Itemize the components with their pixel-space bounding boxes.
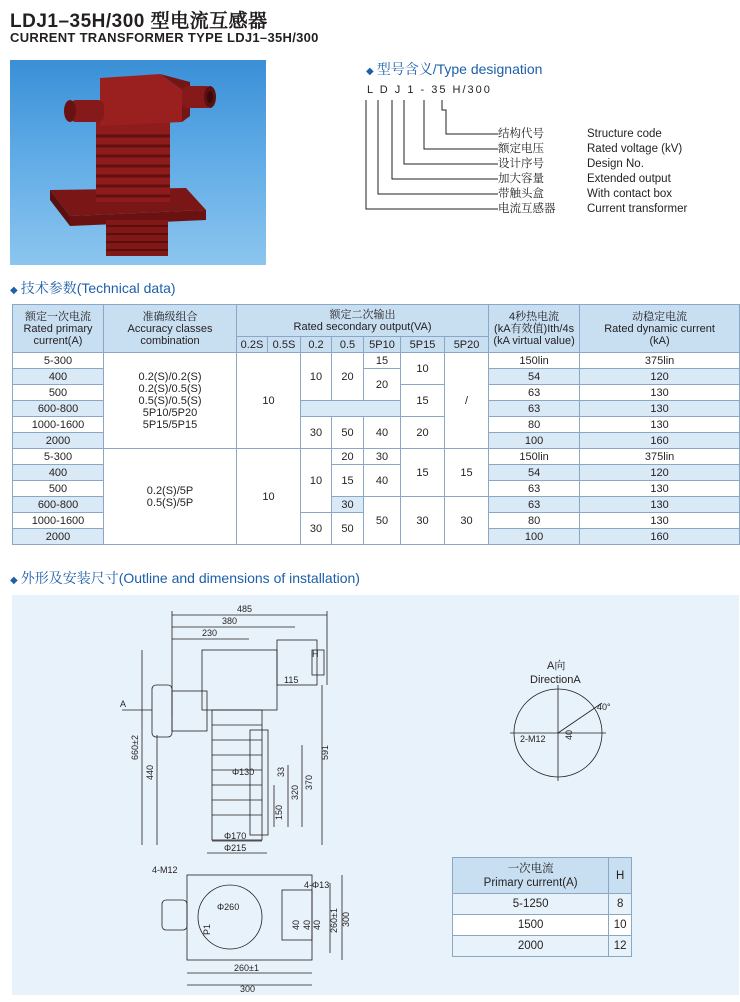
cell-out-05-a-g2: 20 <box>332 449 364 465</box>
h-table-header-zh: 一次电流 <box>507 862 554 875</box>
dim-300v: 300 <box>341 911 351 927</box>
direction-deg: 40° <box>597 702 611 712</box>
designation-zh-6: 电流互感器 <box>498 203 556 215</box>
cell-out-05-d-g2: 50 <box>332 513 364 545</box>
page-title: LDJ1–35H/300 型电流互感器 <box>10 11 268 32</box>
cell-thermal: 63 <box>489 481 580 497</box>
cell-current: 400 <box>13 465 104 481</box>
header-class-05s: 0.5S <box>268 337 301 353</box>
cell-dynamic: 375lin <box>580 353 740 369</box>
cell-current: 400 <box>13 369 104 385</box>
header-primary-zh: 额定一次电流 <box>25 310 91 323</box>
designation-zh-2: 额定电压 <box>498 143 544 155</box>
dim-320: 320 <box>290 784 300 800</box>
cell-out-5p10-a: 15 <box>364 353 401 369</box>
cell-dynamic: 130 <box>580 481 740 497</box>
cell-thermal: 63 <box>489 401 580 417</box>
dim-115: 115 <box>284 675 299 685</box>
h-cell-current: 5-1250 <box>453 894 609 915</box>
diamond-bullet-icon: ◆ <box>10 285 18 296</box>
accuracy-line: 0.2(S)/0.5(S) <box>138 382 202 395</box>
cell-thermal: 150lin <box>489 353 580 369</box>
dim-260v: 260±1 <box>329 908 339 933</box>
cell-current: 500 <box>13 385 104 401</box>
cell-dynamic: 130 <box>580 401 740 417</box>
cell-out-5p20: / <box>445 353 489 449</box>
cell-dynamic: 130 <box>580 513 740 529</box>
header-output-zh: 额定二次输出 <box>329 308 396 321</box>
h-cell-h: 10 <box>609 915 632 936</box>
cell-thermal: 54 <box>489 369 580 385</box>
h-cell-current: 1500 <box>453 915 609 936</box>
header-primary-en2: current(A) <box>33 334 83 347</box>
direction-m12: 2-M12 <box>520 734 546 744</box>
accuracy-line: 5P15/5P15 <box>142 418 198 431</box>
accuracy-line: 0.2(S)/0.2(S) <box>138 370 202 383</box>
cell-current: 1000-1600 <box>13 513 104 529</box>
accuracy-line: 0.5(S)/5P <box>146 496 194 509</box>
header-primary-current <box>13 305 104 353</box>
header-accuracy-en1: Accuracy classes <box>127 322 213 335</box>
cell-current: 2000 <box>13 433 104 449</box>
cell-dynamic: 130 <box>580 385 740 401</box>
cell-out-5p15-a: 10 <box>401 353 445 385</box>
dim-485: 485 <box>237 604 253 614</box>
header-accuracy <box>104 305 237 353</box>
dim-230: 230 <box>202 628 218 638</box>
technical-data-table <box>12 304 740 545</box>
header-primary-en1: Rated primary <box>23 322 93 335</box>
designation-en-3: Design No. <box>587 158 644 170</box>
header-thermal-zh: 4秒热电流 <box>509 310 560 323</box>
designation-en-4: Extended output <box>587 173 671 185</box>
cell-current: 500 <box>13 481 104 497</box>
header-accuracy-en2: combination <box>140 334 200 347</box>
outline-heading-text: 外形及安装尺寸(Outline and dimensions of installation) <box>20 570 360 586</box>
h-cell-h: 8 <box>609 894 632 915</box>
cell-out-05-b-g2: 15 <box>332 465 364 497</box>
cell-current: 600-800 <box>13 497 104 513</box>
dim-440: 440 <box>145 764 155 780</box>
dim-40c: 40 <box>312 919 322 930</box>
cell-out-5p15-b: 15 <box>401 385 445 417</box>
header-thermal-en2: (kA virtual value) <box>493 334 575 347</box>
designation-leader-lines <box>360 98 500 220</box>
header-class-5p10: 5P10 <box>364 337 401 353</box>
h-table-header-en: Primary current(A) <box>483 876 578 889</box>
dim-40b: 40 <box>302 919 312 930</box>
dim-380: 380 <box>222 616 238 626</box>
dim-4phi13: 4-Φ13 <box>304 880 330 890</box>
cell-dynamic: 160 <box>580 529 740 545</box>
dim-370: 370 <box>304 774 314 790</box>
cell-out-5p10-c-g2: 50 <box>364 497 401 545</box>
cell-out-5p10-a-g2: 30 <box>364 449 401 465</box>
transformer-image <box>10 60 266 265</box>
dim-150: 150 <box>274 804 284 820</box>
direction-40: 40 <box>564 729 574 740</box>
cell-accuracy-group2 <box>104 449 237 545</box>
designation-en-1: Structure code <box>587 128 662 140</box>
cell-out-5p15-a-g2: 15 <box>401 449 445 497</box>
designation-code: L D J 1 - 35 H/300 <box>367 84 492 96</box>
table-row <box>453 936 632 957</box>
direction-zh: A向 <box>547 660 566 672</box>
cell-out-5p20-b-g2: 30 <box>445 497 489 545</box>
cell-dynamic: 130 <box>580 417 740 433</box>
table-row <box>453 915 632 936</box>
cell-thermal: 100 <box>489 529 580 545</box>
cell-thermal: 80 <box>489 417 580 433</box>
technical-heading <box>10 278 176 298</box>
header-accuracy-zh: 准确级组合 <box>142 310 198 323</box>
dim-p1: P1 <box>202 923 212 935</box>
header-dynamic-zh: 动稳定电流 <box>632 310 688 323</box>
designation-zh-4: 加大容量 <box>498 173 544 185</box>
designation-en-5: With contact box <box>587 188 673 200</box>
dim-260h: 260±1 <box>234 963 259 973</box>
cell-out-5p15-c: 20 <box>401 417 445 449</box>
header-class-05: 0.5 <box>332 337 364 353</box>
dim-a: A <box>120 699 127 709</box>
h-table-header-h: H <box>609 858 632 894</box>
diamond-bullet-icon: ◆ <box>366 66 374 77</box>
dim-phi130: Φ130 <box>232 767 255 777</box>
h-table <box>452 857 632 957</box>
cell-blank <box>301 401 401 417</box>
cell-dynamic: 160 <box>580 433 740 449</box>
header-class-5p20: 5P20 <box>445 337 489 353</box>
technical-heading-text: 技术参数(Technical data) <box>20 280 176 296</box>
cell-out-02s-05s-g2: 10 <box>237 449 301 545</box>
cell-out-05-c-g2: 30 <box>332 497 364 513</box>
cell-out-5p15-b-g2: 30 <box>401 497 445 545</box>
designation-heading <box>366 59 542 79</box>
dim-4m12: 4-M12 <box>152 865 178 875</box>
cell-thermal: 54 <box>489 465 580 481</box>
cell-out-02-top: 10 <box>301 353 332 401</box>
designation-zh-3: 设计序号 <box>498 158 544 170</box>
header-class-02s: 0.2S <box>237 337 268 353</box>
dim-591: 591 <box>320 744 330 760</box>
cell-thermal: 100 <box>489 433 580 449</box>
dim-phi170: Φ170 <box>224 831 247 841</box>
dim-40a: 40 <box>291 919 301 930</box>
table-row <box>453 894 632 915</box>
accuracy-line: 5P10/5P20 <box>142 406 198 419</box>
page-subtitle: CURRENT TRANSFORMER TYPE LDJ1–35H/300 <box>10 30 319 45</box>
cell-accuracy-group1 <box>104 353 237 449</box>
h-table-header-current <box>453 858 609 894</box>
cell-thermal: 63 <box>489 497 580 513</box>
product-photo <box>10 60 266 265</box>
cell-current: 5-300 <box>13 353 104 369</box>
dim-33: 33 <box>276 766 286 777</box>
table-row <box>13 353 740 369</box>
designation-heading-text: 型号含义/Type designation <box>376 61 543 77</box>
cell-out-02s-05s: 10 <box>237 353 301 449</box>
cell-dynamic: 375lin <box>580 449 740 465</box>
header-thermal <box>489 305 580 353</box>
dim-300h: 300 <box>240 984 256 994</box>
header-dynamic-en2: (kA) <box>649 334 670 347</box>
header-thermal-en1: (kA有效值)Ith/4s <box>494 322 575 335</box>
cell-out-5p10-b-g2: 40 <box>364 465 401 497</box>
cell-dynamic: 130 <box>580 497 740 513</box>
table-row <box>13 449 740 465</box>
header-dynamic-en1: Rated dynamic current <box>604 322 715 335</box>
designation-en-6: Current transformer <box>587 203 688 215</box>
cell-thermal: 150lin <box>489 449 580 465</box>
header-class-5p15: 5P15 <box>401 337 445 353</box>
h-cell-h: 12 <box>609 936 632 957</box>
designation-zh-5: 带触头盒 <box>498 188 544 200</box>
dim-660: 660±2 <box>130 735 140 760</box>
outline-heading <box>10 568 360 588</box>
header-class-02: 0.2 <box>301 337 332 353</box>
diamond-bullet-icon: ◆ <box>10 575 18 586</box>
cell-current: 600-800 <box>13 401 104 417</box>
dim-phi260: Φ260 <box>217 902 240 912</box>
direction-en: DirectionA <box>530 674 581 686</box>
designation-zh-1: 结构代号 <box>498 128 544 140</box>
cell-out-5p10-b: 20 <box>364 369 401 401</box>
header-output-en: Rated secondary output(VA) <box>293 320 432 333</box>
cell-out-5p10-c: 40 <box>364 417 401 449</box>
header-dynamic <box>580 305 740 353</box>
cell-current: 2000 <box>13 529 104 545</box>
cell-current: 5-300 <box>13 449 104 465</box>
cell-out-02-bottom: 30 <box>301 417 332 449</box>
cell-out-05-bottom: 50 <box>332 417 364 449</box>
dim-phi215: Φ215 <box>224 843 247 853</box>
accuracy-line: 0.5(S)/0.5(S) <box>138 394 202 407</box>
cell-dynamic: 120 <box>580 369 740 385</box>
cell-out-02-bottom-g2: 30 <box>301 513 332 545</box>
h-cell-current: 2000 <box>453 936 609 957</box>
cell-dynamic: 120 <box>580 465 740 481</box>
accuracy-line: 0.2(S)/5P <box>146 484 194 497</box>
dim-h: H <box>312 649 319 659</box>
cell-out-02-top-g2: 10 <box>301 449 332 513</box>
cell-out-5p20-a-g2: 15 <box>445 449 489 497</box>
cell-current: 1000-1600 <box>13 417 104 433</box>
cell-thermal: 63 <box>489 385 580 401</box>
designation-en-2: Rated voltage (kV) <box>587 143 683 155</box>
cell-out-05-top: 20 <box>332 353 364 401</box>
cell-thermal: 80 <box>489 513 580 529</box>
header-secondary-output <box>237 305 489 337</box>
